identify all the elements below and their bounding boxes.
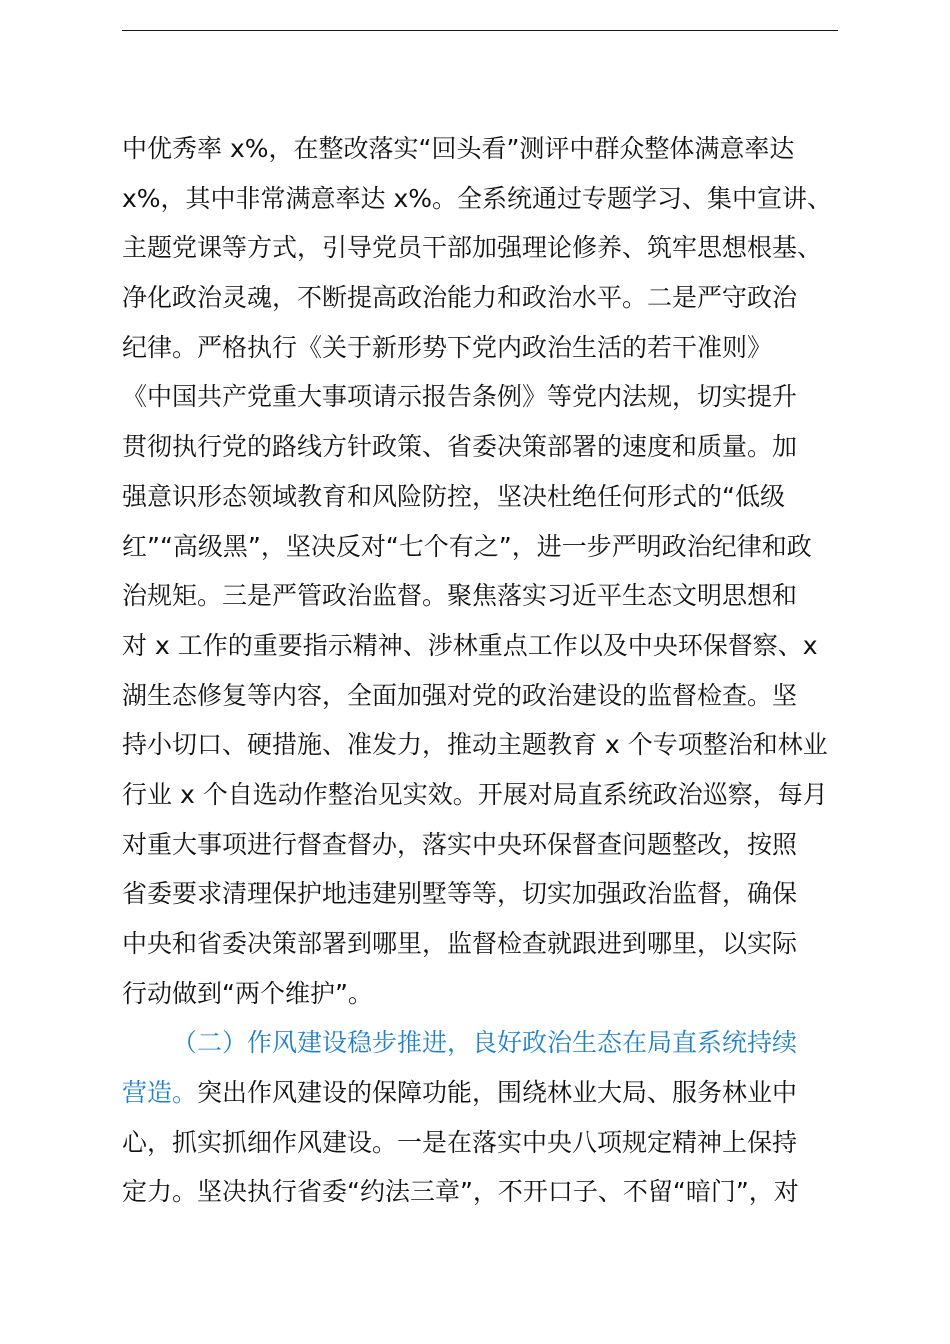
section-heading-line-2	[122, 1068, 838, 1118]
paragraph-line: 定力。坚决执行省委“约法三章”，不开口子、不留“暗门”，对	[122, 1177, 799, 1207]
paragraph-line: 红”“高级黑”，坚决反对“七个有之”，进一步严明政治纪律和政	[122, 531, 812, 561]
paragraph-line: 行业 x 个自选动作整治见实效。开展对局直系统政治巡察，每月	[122, 779, 828, 809]
paragraph-text: 突出作风建设的保障功能，围绕林业大局、服务林业中	[197, 1078, 798, 1108]
paragraph-line: 主题党课等方式，引导党员干部加强理论修养、筑牢思想根基、	[122, 233, 823, 263]
paragraph-line: 对重大事项进行督查督办，落实中央环保督查问题整改，按照	[122, 829, 798, 859]
paragraph-line: 持小切口、硬措施、准发力，推动主题教育 x 个专项整治和林业	[122, 730, 828, 760]
paragraph-line: 心，抓实抓细作风建设。一是在落实中央八项规定精神上保持	[122, 1127, 798, 1157]
paragraph-line: 强意识形态领域教育和风险防控，坚决杜绝任何形式的“低级	[122, 481, 785, 511]
paragraph-line: 《中国共产党重大事项请示报告条例》等党内法规，切实提升	[122, 382, 798, 412]
paragraph-line: 贯彻执行党的路线方针政策、省委决策部署的速度和质量。加	[122, 432, 798, 462]
paragraph-line: 纪律。严格执行《关于新形势下党内政治生活的若干准则》	[122, 332, 773, 362]
paragraph-line: 治规矩。三是严管政治监督。聚焦落实习近平生态文明思想和	[122, 581, 798, 611]
paragraph-line: x%，其中非常满意率达 x%。全系统通过专题学习、集中宣讲、	[122, 183, 833, 213]
paragraph-line: 中优秀率 x%，在整改落实“回头看”测评中群众整体满意率达	[122, 134, 795, 163]
document-body	[122, 124, 838, 1217]
paragraph-line: 对 x 工作的重要指示精神、涉林重点工作以及中央环保督察、x	[122, 630, 818, 660]
header-rule	[122, 30, 838, 31]
section-heading-line-1: （二）作风建设稳步推进，良好政治生态在局直系统持续	[172, 1028, 798, 1058]
section-heading-end: 营造。	[122, 1078, 198, 1108]
paragraph-line: 湖生态修复等内容，全面加强对党的政治建设的监督检查。坚	[122, 680, 798, 710]
paragraph-line: 行动做到“两个维护”。	[122, 978, 373, 1008]
paragraph-line: 中央和省委决策部署到哪里，监督检查就跟进到哪里，以实际	[122, 929, 798, 958]
paragraph-line: 省委要求清理保护地违建别墅等等，切实加强政治监督，确保	[122, 879, 798, 909]
paragraph-line: 净化政治灵魂，不断提高政治能力和政治水平。二是严守政治	[122, 283, 798, 313]
